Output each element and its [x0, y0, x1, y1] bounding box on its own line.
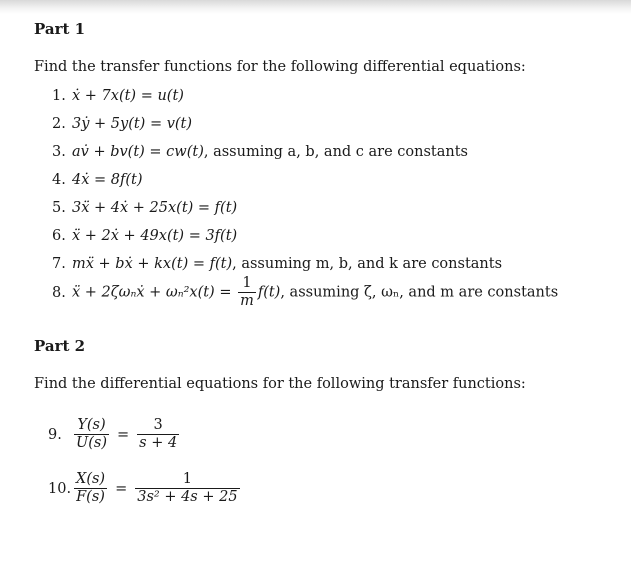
- lhs-denominator: U(s): [76, 435, 107, 452]
- item-number: 1.: [52, 88, 66, 104]
- list-item: [52, 144, 468, 160]
- rhs-numerator: 3: [137, 418, 179, 435]
- transfer-function-item: [48, 418, 181, 451]
- item-number: 3.: [52, 144, 66, 160]
- fraction-denominator: m: [240, 293, 254, 310]
- equation-right: f(t): [257, 284, 281, 301]
- list-item: [52, 116, 192, 132]
- rhs-denominator: s + 4: [139, 435, 178, 452]
- rhs-numerator: 1: [135, 472, 239, 489]
- lhs-denominator: F(s): [76, 489, 105, 506]
- lhs-fraction: [74, 472, 107, 505]
- transfer-function-item: [48, 472, 242, 505]
- lhs-numerator: X(s): [74, 472, 107, 489]
- equation: ẋ + 7x(t) = u(t): [72, 88, 184, 104]
- lhs-numerator: Y(s): [74, 418, 109, 435]
- rhs-fraction: [135, 472, 239, 505]
- list-item: [52, 276, 558, 309]
- part2-instructions: Find the differential equations for the following transfer functions:: [34, 376, 526, 392]
- part1-instructions: Find the transfer functions for the following differential equations:: [34, 59, 526, 75]
- item-note: , assuming a, b, and c are constants: [203, 144, 469, 160]
- rhs-fraction: [137, 418, 179, 451]
- list-item: [52, 88, 184, 104]
- equals-sign: =: [115, 480, 128, 497]
- lhs-fraction: [74, 418, 109, 451]
- list-item: [52, 228, 237, 244]
- list-item: [52, 256, 502, 272]
- list-item: [52, 172, 143, 188]
- equation: 4ẋ = 8f(t): [72, 172, 143, 188]
- fraction-numerator: 1: [238, 276, 256, 293]
- equation: 3ẍ + 4ẋ + 25x(t) = f(t): [72, 200, 238, 216]
- item-number: 5.: [52, 200, 66, 216]
- equation: ẍ + 2ẋ + 49x(t) = 3f(t): [72, 228, 238, 244]
- item-number: 10.: [48, 480, 72, 497]
- equation: av̇ + bv(t) = cw(t): [72, 144, 204, 160]
- item-note: , assuming m, b, and k are constants: [232, 256, 503, 272]
- list-item: [52, 200, 237, 216]
- fraction: [238, 276, 256, 309]
- equation: mẍ + bẋ + kx(t) = f(t): [72, 256, 233, 272]
- item-number: 9.: [48, 426, 62, 443]
- equals-sign: =: [116, 426, 130, 443]
- item-number: 2.: [52, 116, 66, 132]
- equation-left: ẍ + 2ζωₙẋ + ωₙ²x(t) =: [72, 284, 232, 301]
- item-note: , assuming ζ, ωₙ, and m are constants: [280, 284, 559, 301]
- item-number: 6.: [52, 228, 66, 244]
- item-number: 8.: [52, 284, 66, 301]
- rhs-denominator: 3s² + 4s + 25: [137, 489, 238, 506]
- equation: 3ẏ + 5y(t) = v(t): [72, 116, 193, 132]
- part1-heading: Part 1: [34, 20, 86, 38]
- item-number: 4.: [52, 172, 66, 188]
- part2-heading: Part 2: [34, 337, 86, 355]
- window-top-shadow: [0, 0, 631, 14]
- item-number: 7.: [52, 256, 66, 272]
